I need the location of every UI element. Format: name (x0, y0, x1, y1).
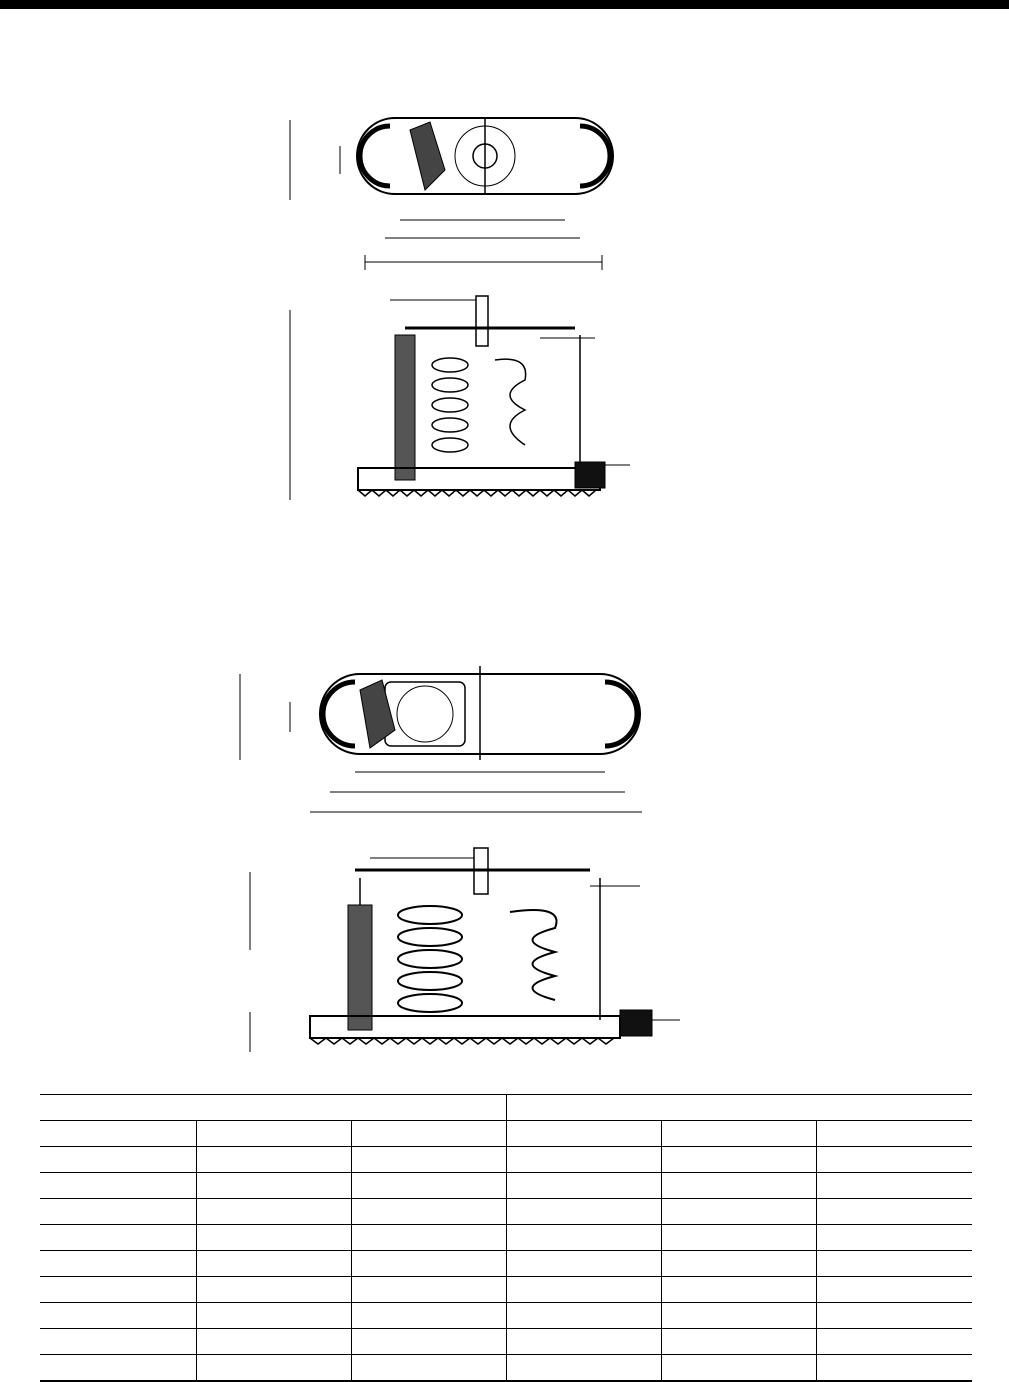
table-group-header-right (506, 1095, 972, 1121)
table-row (40, 1251, 972, 1277)
table-cell (351, 1303, 506, 1329)
spec-table (40, 1094, 972, 1382)
table-cell (506, 1199, 661, 1225)
table-cell (351, 1355, 506, 1382)
table-cell (661, 1329, 816, 1355)
table-row (40, 1355, 972, 1382)
table-cell (351, 1251, 506, 1277)
table-cell (40, 1277, 196, 1303)
table-cell (506, 1121, 661, 1147)
table-cell (506, 1147, 661, 1173)
top-rule (0, 0, 1009, 9)
table-cell (40, 1199, 196, 1225)
lower-isolator-drawing (210, 660, 850, 1060)
table-row (40, 1329, 972, 1355)
table-cell (196, 1251, 351, 1277)
table-cell (506, 1173, 661, 1199)
table-cell (196, 1329, 351, 1355)
upper-isolator-drawing (240, 110, 800, 510)
base-pad (358, 468, 600, 490)
table-cell (40, 1225, 196, 1251)
table-cell (816, 1199, 972, 1225)
table-cell (196, 1147, 351, 1173)
table-cell (40, 1355, 196, 1382)
table-cell (661, 1199, 816, 1225)
table-cell (506, 1251, 661, 1277)
table-cell (661, 1147, 816, 1173)
table-cell (196, 1225, 351, 1251)
table-cell (816, 1225, 972, 1251)
table-cell (661, 1303, 816, 1329)
table-row (40, 1225, 972, 1251)
table-cell (196, 1121, 351, 1147)
section-housing (360, 878, 600, 1020)
table-cell (816, 1147, 972, 1173)
table-cell (506, 1329, 661, 1355)
table-cell (506, 1277, 661, 1303)
table-cell (351, 1173, 506, 1199)
table-cell (196, 1355, 351, 1382)
table-cell (661, 1121, 816, 1147)
table-group-header-left (40, 1095, 506, 1121)
table-cell (816, 1329, 972, 1355)
table-cell (351, 1147, 506, 1173)
table-cell (816, 1251, 972, 1277)
table-cell (40, 1121, 196, 1147)
table-cell (816, 1173, 972, 1199)
table-cell (196, 1173, 351, 1199)
table-cell (506, 1225, 661, 1251)
table-cell (40, 1329, 196, 1355)
table-cell (196, 1277, 351, 1303)
table-cell (661, 1173, 816, 1199)
table-cell (351, 1199, 506, 1225)
table-cell (506, 1355, 661, 1382)
table-cell (351, 1277, 506, 1303)
table-cell (351, 1121, 506, 1147)
table-cell (40, 1303, 196, 1329)
table-cell (816, 1277, 972, 1303)
table-cell (351, 1225, 506, 1251)
table-cell (506, 1303, 661, 1329)
table-row (40, 1277, 972, 1303)
table-cell (661, 1225, 816, 1251)
table-cell (40, 1173, 196, 1199)
table-cell (816, 1121, 972, 1147)
table-cell (816, 1303, 972, 1329)
table-cell (40, 1147, 196, 1173)
spring-isolator-drawing-large (210, 660, 850, 1060)
table-row (40, 1303, 972, 1329)
table-row (40, 1147, 972, 1173)
table-cell (661, 1251, 816, 1277)
table-cell (196, 1199, 351, 1225)
table-group-header-row (40, 1095, 972, 1121)
table-cell (351, 1329, 506, 1355)
spring-isolator-drawing-small (240, 110, 800, 510)
table-cell (816, 1355, 972, 1382)
table-cell (196, 1303, 351, 1329)
table-row (40, 1173, 972, 1199)
table-cell (661, 1277, 816, 1303)
table-cell (40, 1251, 196, 1277)
table-row (40, 1199, 972, 1225)
table-cell (661, 1355, 816, 1382)
table-row (40, 1121, 972, 1147)
